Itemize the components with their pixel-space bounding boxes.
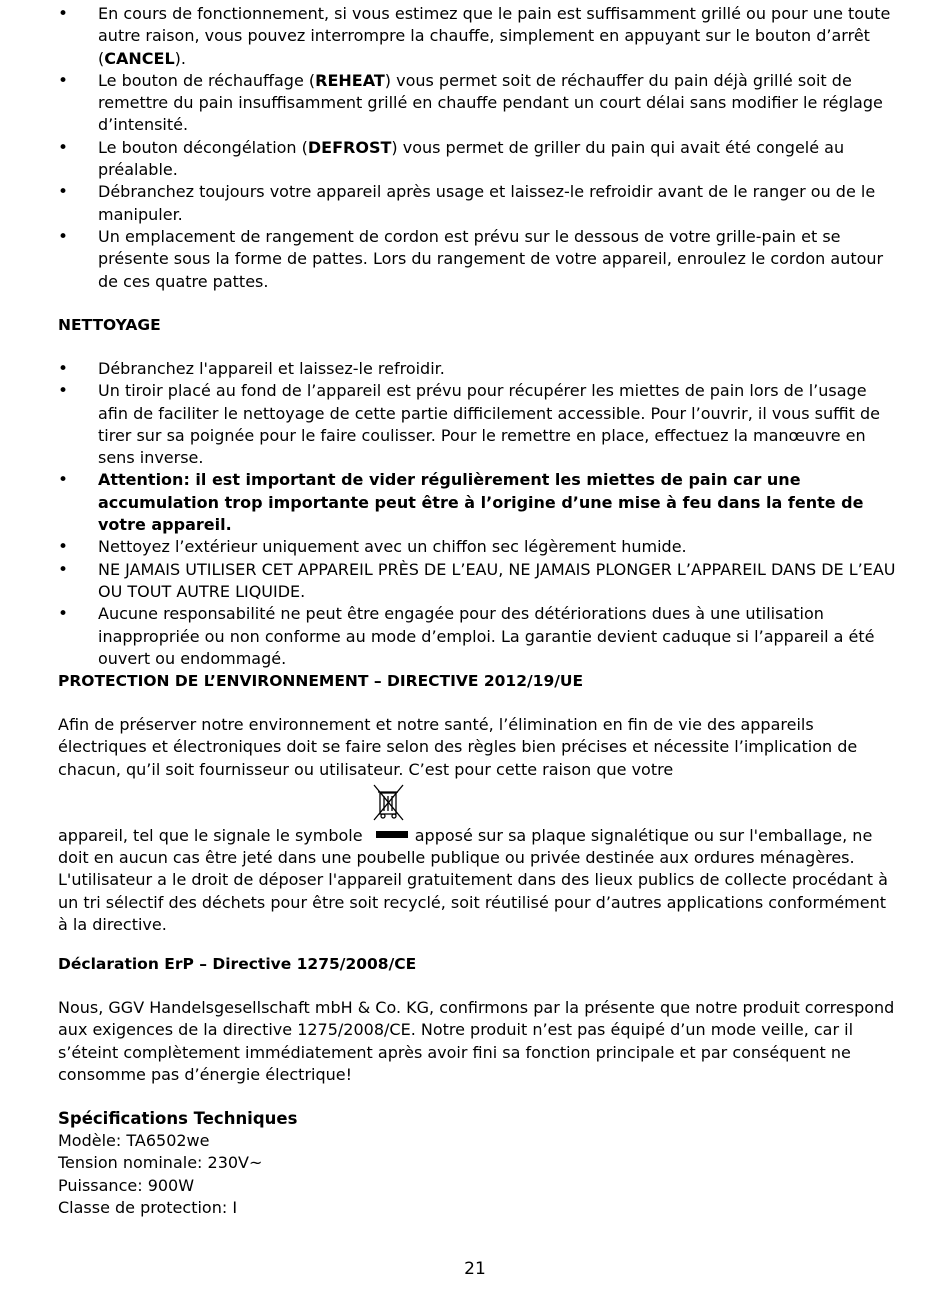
bold-text: CANCEL	[104, 48, 175, 68]
spec-power: Puissance: 900W	[58, 1176, 195, 1195]
bold-text: DEFROST	[307, 137, 392, 157]
list-item	[58, 559, 896, 604]
list-item-text: Le bouton de réchauffage (	[98, 70, 316, 90]
list-item	[58, 137, 896, 182]
environment-text-before: Afin de préserver notre environnement et notre santé, l’élimination en fin de vie des appareils électriques et électroniques doit se faire selon des règles bien précises et nécessite l’implication de chacun, qu’il soit fournisseur ou utilisateur. C’est pour cette raison que votre	[58, 715, 858, 779]
list-item-text: Aucune responsabilité ne peut être engagée pour des détériorations dues à une utilisation inappropriée ou non conforme au mode d’emploi. La garantie devient caduque si l’appareil a été ouvert ou endommagé.	[98, 604, 875, 668]
list-item-text: Débranchez toujours votre appareil après usage et laissez-le refroidir avant de le ranger ou de le manipuler.	[98, 182, 876, 224]
list-item	[58, 380, 896, 469]
bold-text: REHEAT	[315, 70, 385, 90]
list-item-text: NE JAMAIS UTILISER CET APPAREIL PRÈS DE L’EAU, NE JAMAIS PLONGER L’APPAREIL DANS DE L’EAU OU TOUT AUTRE LIQUIDE.	[98, 559, 896, 601]
spec-model: Modèle: TA6502we	[58, 1131, 210, 1150]
spec-voltage: Tension nominale: 230V~	[58, 1153, 263, 1172]
usage-instructions-list	[58, 3, 896, 293]
spec-protection-class: Classe de protection: I	[58, 1198, 238, 1217]
cleaning-list	[58, 358, 896, 670]
list-item	[58, 469, 896, 536]
list-item-text: ).	[174, 48, 186, 68]
list-item	[58, 603, 896, 670]
list-item	[58, 3, 896, 70]
environment-text-after: apposé sur sa plaque signalétique ou sur l'emballage, ne doit en aucun cas être jeté dans une poubelle publique ou privée destinée aux ordures ménagères. L'utilisateur a le droit de déposer l'appareil gratuitement dans des lieux publics de collecte procédant à un tri sélectif des déchets pour être soit recyclé, soit réutilisé pour d’autres applications conformément à la directive.	[58, 825, 888, 935]
cleaning-heading: NETTOYAGE	[58, 316, 161, 334]
erp-paragraph: Nous, GGV Handelsgesellschaft mbH & Co. KG, confirmons par la présente que notre produit correspond aux exigences de la directive 1275/2008/CE. Notre produit n’est pas équipé d’un mode veille, car il s’éteint complètement immédiatement après avoir fini sa fonction principale et par conséquent ne consomme pas d’énergie électrique!	[58, 998, 895, 1084]
environment-text-lead: appareil, tel que le signale le symbole	[58, 825, 363, 845]
list-item-text: Débranchez l'appareil et laissez-le refroidir.	[98, 359, 445, 378]
list-item	[58, 181, 896, 226]
list-item-text: Nettoyez l’extérieur uniquement avec un chiffon sec légèrement humide.	[98, 537, 687, 557]
erp-heading: Déclaration ErP – Directive 1275/2008/CE	[58, 955, 417, 973]
list-item	[58, 226, 896, 293]
list-item-text: Un emplacement de rangement de cordon est prévu sur le dessous de votre grille-pain et se présente sous la forme de pattes. Lors du rangement de votre appareil, enroulez le cordon autour de ces quatre pattes.	[98, 226, 884, 291]
page-number: 21	[464, 1259, 486, 1279]
list-item-text: ) vous permet de griller du pain qui avait été congelé au préalable.	[98, 137, 845, 180]
list-item	[58, 358, 896, 380]
environment-heading: PROTECTION DE L’ENVIRONNEMENT – DIRECTIVE 2012/19/UE	[58, 672, 584, 690]
list-item-text: En cours de fonctionnement, si vous estimez que le pain est suffisamment grillé ou pour une toute autre raison, vous pouvez interrompre la chauffe, simplement en appuyant sur le bouton d’arrêt (	[98, 4, 891, 68]
list-item	[58, 70, 896, 137]
environment-paragraph	[58, 714, 896, 936]
bold-text: Attention: il est important de vider régulièrement les miettes de pain car une accumulation trop importante peut être à l’origine d’une mise à feu dans la fente de votre appareil.	[98, 470, 864, 535]
list-item-text: Le bouton décongélation (	[98, 137, 308, 157]
crossed-out-wheelie-bin-icon	[368, 819, 410, 841]
list-item-text: ) vous permet soit de réchauffer du pain déjà grillé soit de remettre du pain insuffisamment grillé en chauffe pendant un court délai sans modifier le réglage d’intensité.	[98, 70, 883, 135]
specs-heading: Spécifications Techniques	[58, 1109, 298, 1128]
list-item-text: Un tiroir placé au fond de l’appareil est prévu pour récupérer les miettes de pain lors de l’usage afin de faciliter le nettoyage de cette partie difficilement accessible. Pour l’ouvrir, il vous suffit de tirer sur sa poignée pour le faire coulisser. Pour le remettre en place, effectuez la manœuvre en sens inverse.	[98, 381, 880, 468]
list-item	[58, 536, 896, 558]
